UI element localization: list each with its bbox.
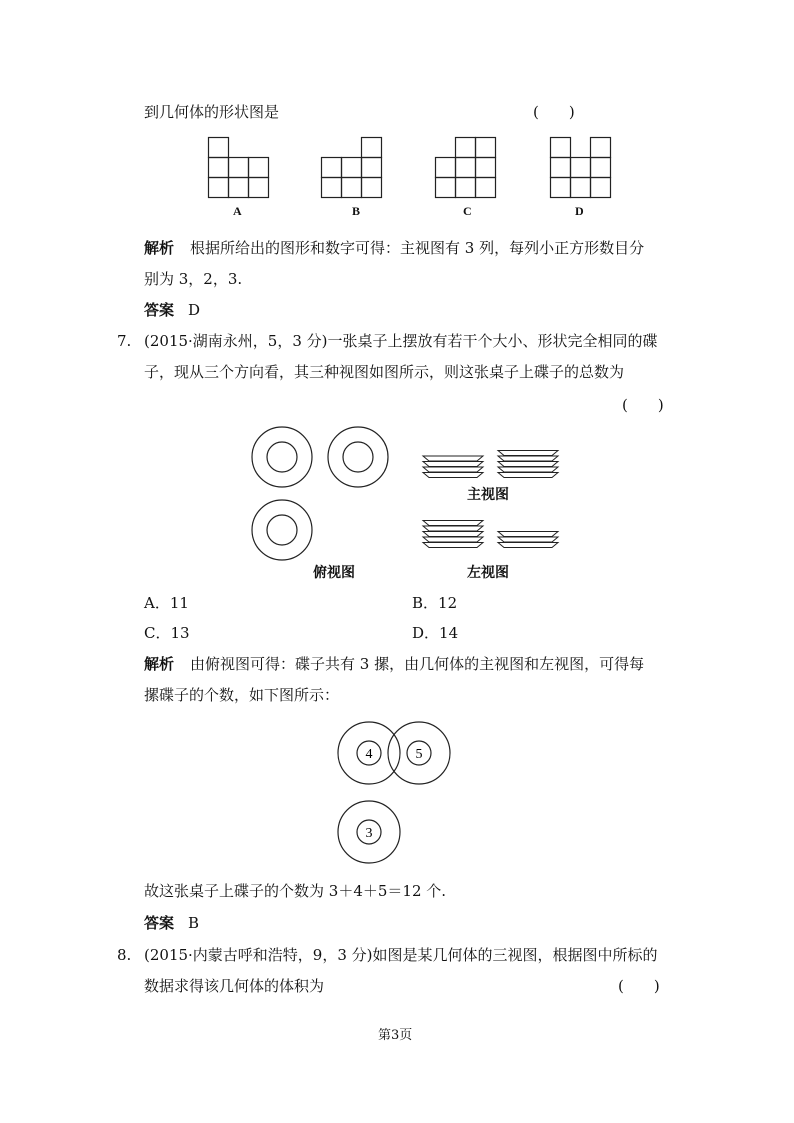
stack-count-3: 3	[365, 826, 373, 841]
main-view-stack-2-plate	[498, 451, 558, 456]
left-view-figure	[420, 510, 565, 550]
stack-count-1: 4	[365, 747, 373, 762]
q6-answer-label: 答案	[144, 301, 175, 319]
q7-conclusion: 故这张桌子上碟子的个数为 3＋4＋5＝12 个.	[144, 882, 447, 900]
main-view-stack-2-plate	[498, 467, 558, 472]
left-view-stack-1-plate	[423, 526, 483, 531]
main-view-figure	[420, 440, 565, 480]
left-view-caption: 左视图	[467, 565, 509, 581]
q7-answer: B	[188, 914, 200, 932]
option-c-figure	[435, 137, 497, 199]
q7-answer-bracket: ( )	[622, 396, 664, 414]
main-view-stack-2-plate	[498, 456, 558, 461]
choice-d: D．14	[412, 624, 459, 642]
q6-analysis-line1: 根据所给出的图形和数字可得：主视图有 3 列，每列小正方形数目分	[190, 239, 645, 257]
stack-count-figure	[336, 720, 456, 870]
q7-analysis-label: 解析	[144, 655, 175, 673]
main-view-stack-1-plate	[423, 462, 483, 467]
stack-count-2: 5	[415, 747, 423, 762]
main-view-stack-2-plate	[498, 462, 558, 467]
left-view-stack-1-plate	[423, 543, 483, 548]
page-number: 第3页	[378, 1028, 413, 1043]
left-view-stack-1-plate	[423, 532, 483, 537]
left-view-stack-2-plate	[498, 532, 558, 537]
left-view-stack-2-plate	[498, 543, 558, 548]
q7-answer-label: 答案	[144, 914, 175, 932]
main-view-caption: 主视图	[467, 487, 509, 503]
option-d-label: D	[575, 204, 584, 218]
choice-b: B．12	[412, 594, 458, 612]
left-view-stack-1-plate	[423, 537, 483, 542]
q8-line1: (2015·内蒙古呼和浩特，9，3 分)如图是某几何体的三视图，根据图中所标的	[144, 946, 658, 964]
q7-analysis-line1: 由俯视图可得：碟子共有 3 摞，由几何体的主视图和左视图，可得每	[190, 655, 645, 673]
option-d-figure	[550, 137, 612, 199]
top-view-figure	[250, 425, 390, 575]
main-view-stack-1-plate	[423, 473, 483, 478]
option-c-label: C	[463, 204, 472, 218]
q7-analysis-line2: 摞碟子的个数，如下图所示：	[144, 686, 340, 704]
option-b-label: B	[352, 204, 361, 218]
option-a-label: A	[233, 204, 242, 218]
q6-stem-end: 到几何体的形状图是	[144, 103, 280, 121]
choice-c: C．13	[144, 624, 190, 642]
q6-answer: D	[188, 301, 201, 319]
option-a-figure	[208, 137, 270, 199]
main-view-stack-1-plate	[423, 456, 483, 461]
q8-number: 8.	[117, 946, 132, 964]
q8-answer-bracket: ( )	[618, 977, 660, 995]
main-view-stack-2-plate	[498, 473, 558, 478]
choice-a: A．11	[144, 594, 189, 612]
left-view-stack-1-plate	[423, 521, 483, 526]
q6-analysis-label: 解析	[144, 239, 175, 257]
q7-line2: 子，现从三个方向看，其三种视图如图所示，则这张桌子上碟子的总数为	[144, 363, 625, 381]
top-view-caption: 俯视图	[313, 565, 355, 581]
left-view-stack-2-plate	[498, 537, 558, 542]
main-view-stack-1-plate	[423, 467, 483, 472]
option-b-figure	[321, 137, 383, 199]
q8-line2: 数据求得该几何体的体积为	[144, 977, 325, 995]
q7-number: 7.	[117, 332, 132, 350]
q7-line1: (2015·湖南永州，5，3 分)一张桌子上摆放有若干个大小、形状完全相同的碟	[144, 332, 658, 350]
q6-answer-bracket: ( )	[533, 103, 575, 121]
q6-analysis-line2: 别为 3，2，3.	[144, 270, 243, 288]
